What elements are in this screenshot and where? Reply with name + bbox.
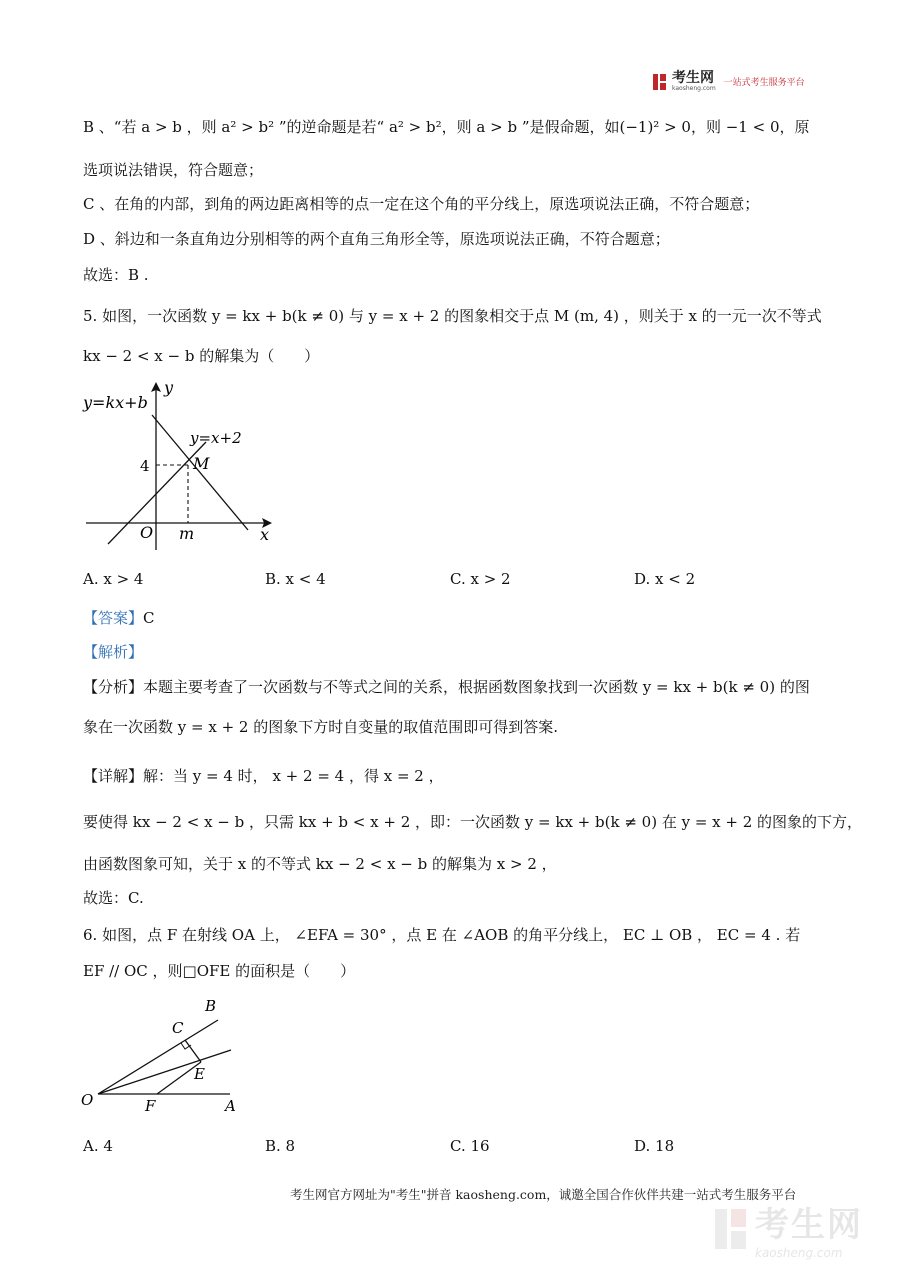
logo-name: 考生网 xyxy=(672,70,714,86)
watermark-text-block xyxy=(755,1197,863,1260)
logo-text-block xyxy=(672,71,716,92)
label-x-axis: x xyxy=(260,525,270,544)
q6-option-d: D. 18 xyxy=(634,1137,675,1155)
label-m: m xyxy=(179,524,195,543)
answer-label: 【答案】 xyxy=(83,609,144,627)
logo-slogan: 一站式考生服务平台 xyxy=(723,78,805,88)
q6-option-c: C. 16 xyxy=(450,1137,490,1155)
label-E: E xyxy=(194,1065,205,1083)
watermark-sub: kaosheng.com xyxy=(755,1246,843,1260)
footer-text: 考生网官方网址为"考生"拼音 kaosheng.com，诚邀全国合作伙伴共建一站式考生服务平台 xyxy=(290,1187,797,1202)
label-A: A xyxy=(225,1097,236,1115)
option-b-line2: 选项说法错误，符合题意； xyxy=(83,161,264,179)
option-c-line: C 、在角的内部，到角的两边距离相等的点一定在这个角的平分线上，原选项说法正确，不符合题意； xyxy=(83,195,760,213)
watermark xyxy=(713,1197,863,1260)
q5-option-c: C. x > 2 xyxy=(450,570,511,588)
label-O: O xyxy=(81,1091,94,1109)
q5-figure xyxy=(78,378,288,553)
prev-answer: 故选：B . xyxy=(83,266,149,284)
segment-EC xyxy=(185,1040,201,1062)
detail-line1 xyxy=(83,765,444,786)
q6-stem-line1: 6. 如图，点 F 在射线 OA 上， ∠EFA = 30° ，点 E 在 ∠AOB 的角平分线上， EC ⊥ OB ， EC = 4 . 若 xyxy=(83,926,801,944)
label-B: B xyxy=(205,997,217,1015)
q5-stem-line2: kx − 2 < x − b 的解集为（ ） xyxy=(83,347,320,365)
detail-text: 解：当 y = 4 时， x + 2 = 4 ，得 x = 2 ， xyxy=(143,767,444,785)
right-angle-mark xyxy=(181,1043,191,1049)
label-x-plus-2: y=x+2 xyxy=(190,429,242,447)
q5-answer: 故选：C. xyxy=(83,889,144,907)
watermark-logo-icon xyxy=(713,1207,749,1251)
label-M: M xyxy=(193,454,210,473)
option-d-line: D 、斜边和一条直角边分别相等的两个直角三角形全等，原选项说法正确，不符合题意； xyxy=(83,230,670,248)
label-origin: O xyxy=(140,523,154,542)
option-b-line1: B 、“若 a > b ，则 a² > b² ”的逆命题是若“ a² > b²，则 a > b ”是假命题，如(−1)² > 0，则 −1 < 0，原 xyxy=(83,118,810,136)
header-logo xyxy=(652,71,805,92)
q5-option-b: B. x < 4 xyxy=(265,570,326,588)
detail-line3: 由函数图象可知，关于 x 的不等式 kx − 2 < x − b 的解集为 x > 2 ， xyxy=(83,855,557,873)
label-F: F xyxy=(145,1097,156,1115)
detail-line2: 要使得 kx − 2 < x − b ，只需 kx + b < x + 2 ，即：一次函数 y = kx + b(k ≠ 0) 在 y = x + 2 的图象的下方， xyxy=(83,813,863,831)
logo-icon xyxy=(652,73,668,91)
angle-bisector xyxy=(98,1050,231,1094)
q6-option-a: A. 4 xyxy=(83,1137,113,1155)
fenxi-line1 xyxy=(83,676,810,697)
q5-option-a: A. x > 4 xyxy=(83,570,144,588)
label-4: 4 xyxy=(140,457,150,475)
answer-value: C xyxy=(143,609,155,627)
q5-stem-line1: 5. 如图，一次函数 y = kx + b(k ≠ 0) 与 y = x + 2 的图象相交于点 M (m, 4) ，则关于 x 的一元一次不等式 xyxy=(83,307,822,325)
detail-label: 【详解】 xyxy=(83,767,144,785)
watermark-text: 考生网 xyxy=(755,1205,863,1245)
answer-row xyxy=(83,607,155,628)
q6-stem-line2: EF // OC ，则□OFE 的面积是（ ） xyxy=(83,962,356,980)
fenxi-text: 本题主要考查了一次函数与不等式之间的关系，根据函数图象找到一次函数 y = kx + b(k ≠ 0) 的图 xyxy=(143,678,810,696)
label-y-axis: y xyxy=(164,378,174,397)
label-C: C xyxy=(172,1019,184,1037)
fenxi-line2: 象在一次函数 y = x + 2 的图象下方时自变量的取值范围即可得到答案. xyxy=(83,718,558,736)
fenxi-label: 【分析】 xyxy=(83,678,144,696)
analysis-label: 【解析】 xyxy=(83,643,144,661)
q6-figure xyxy=(78,993,248,1118)
q5-option-d: D. x < 2 xyxy=(634,570,696,588)
q6-option-b: B. 8 xyxy=(265,1137,296,1155)
logo-domain: kaosheng.com xyxy=(672,85,716,92)
label-kx-plus-b: y=kx+b xyxy=(83,393,148,412)
